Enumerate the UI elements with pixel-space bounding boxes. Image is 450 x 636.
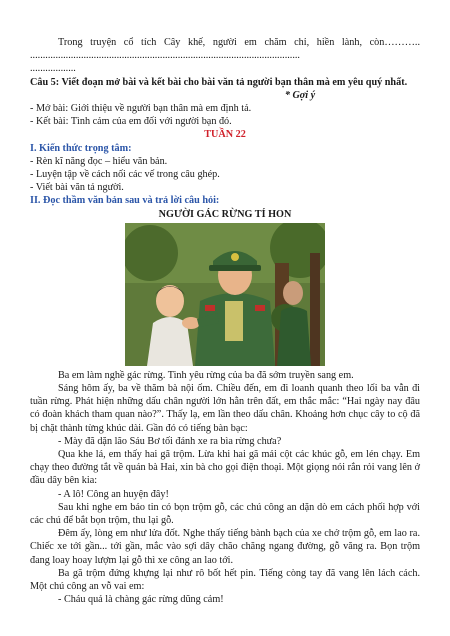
- story-paragraph: Sáng hôm ấy, ba về thăm bà nội ốm. Chiều đến, em đi loanh quanh theo lối ba vẫn đi tuần rừng. Phát hiện những dấu chân người lớn hằn trên đất, em thắc mắc: “Hai ngày nay đâu có đoàn khách tham quan nào?”. Thấy lạ, em lần theo dấu chân. Khoảng hơn chục cây to cộ đã bị chặt thành từng khúc dài. Gần đó có tiếng bàn bạc:: [30, 383, 420, 434]
- section1-title: I. Kiến thức trọng tâm:: [30, 142, 132, 154]
- story-paragraph: - Mày đã dặn lão Sáu Bơ tối đánh xe ra bìa rừng chưa?: [58, 435, 282, 447]
- section1-item: - Rèn kĩ năng đọc – hiểu văn bản.: [30, 155, 168, 167]
- story-title: NGƯỜI GÁC RỪNG TÍ HON: [158, 208, 292, 220]
- story-paragraph: - Cháu quả là chàng gác rừng dũng cảm!: [58, 594, 224, 606]
- story-paragraph: Đêm ấy, lòng em như lửa đốt. Nghe thấy tiếng bành bạch của xe chở trộm gỗ, em lao ra. Chiếc xe tới gần... tới gần, mắc vào sợi dây chão chăng ngang đường, gỗ văng ra. Bọn trộm đang loay hoay lượm lại gỗ thì xe công an lao tới.: [30, 528, 420, 566]
- section2-title: II. Đọc thầm văn bản sau và trả lời câu hỏi:: [30, 195, 220, 207]
- intro-paragraph: Trong truyện cổ tích Cây khế, người em chăm chỉ, hiền lành, còn……….. ..........................................................................................................: [30, 37, 420, 62]
- document-page: [30, 36, 420, 607]
- story-paragraph: Qua khe lá, em thấy hai gã trộm. Lừa khi hai gã mải cột các khúc gỗ, em lén chạy. Em chạy theo đường tắt về quán bà Hai, xin bà cho gọi điện thoại. Một giọng nói rắn rỏi vang lên ở đầu dây bên kia:: [30, 449, 420, 487]
- week-title: TUẦN 22: [204, 129, 246, 141]
- hint-1: - Mở bài: Giới thiệu về người bạn thân mà em định tả.: [30, 103, 252, 115]
- hint-2: - Kết bài: Tình cảm của em đối với người bạn đó.: [30, 116, 232, 128]
- intro-dots: ..................: [30, 63, 76, 75]
- section1-item: - Luyện tập về cách nối các vế trong câu ghép.: [30, 169, 220, 181]
- story-illustration: [125, 223, 325, 366]
- story-paragraph: Sau khi nghe em báo tin có bọn trộm gỗ, các chú công an dặn dò em cách phối hợp với các chú để bắt bọn trộm, thu lại gỗ.: [30, 501, 420, 527]
- section1-item: - Viết bài văn tả người.: [30, 182, 124, 194]
- hint-title: * Gợi ý: [284, 89, 316, 101]
- story-paragraph: Ba gã trộm đứng khựng lại như rô bốt hết pin. Tiếng còng tay đã vang lên lách cách. Một chú công an vỗ vai em:: [30, 567, 420, 593]
- question-5: Câu 5: Viết đoạn mở bài và kết bài cho bài văn tả người bạn thân mà em yêu quý nhất.: [30, 76, 408, 88]
- story-paragraph: Ba em làm nghề gác rừng. Tinh yêu rừng của ba đã sớm truyền sang em.: [58, 369, 354, 381]
- story-paragraph: - A lô! Công an huyện đây!: [58, 488, 169, 500]
